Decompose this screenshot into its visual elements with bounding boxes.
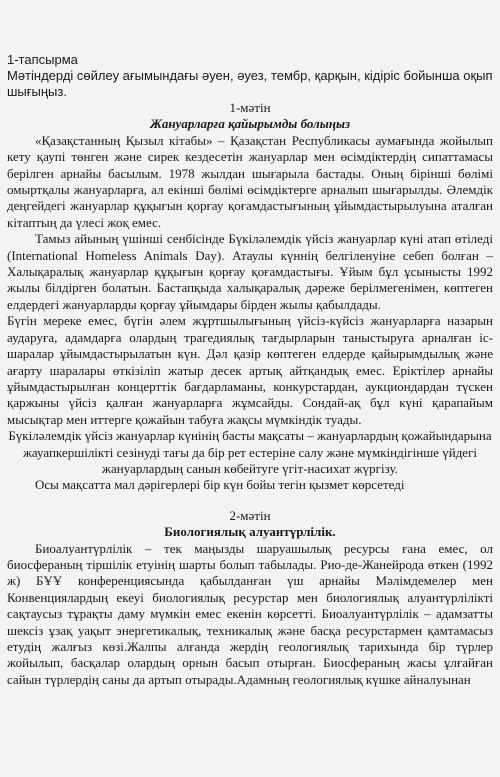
text2-title: Биологиялық алуантүрлілік. <box>164 524 336 540</box>
text1-paragraph-4: Бүкіләлемдік үйсіз жануарлар күнінің басты мақсаты – жануарлардың қожайындарына жауапкершілікті сезінуді тағы да бір рет естеріне салу және мүмкіндігінше үйдегі жануарлардың санын көбейтуге үгіт-насихат жүргізу. <box>8 428 492 476</box>
text1-number: 1-мәтін <box>229 100 271 115</box>
text1-paragraph-3: Бүгін мереке емес, бүгін әлем жұртшылығының үйсіз-күйсіз жануарларға назарын аударуға, адамдарға олардың трагедиялық тағдырларын таныстыруға арналған іс-шаралар ұйымдастырылатын күн. Дәл қазір көптеген елдерде қайырымдылық және ағарту шаралары өткізіліп жатыр десек артық айтқандық емес. Еріктілер арнайы ұйымдастырылған концерттік бағдарламаны, конкурстардан, аукциондардан түскен қаржыны үйсіз қалған жануарларға жұмсайды. Сондай-ақ бұл күні қарапайым мысықтар мен иттерге қожайын табуға жақсы мүмкіндік туады. <box>7 313 493 427</box>
top-blank <box>7 6 493 52</box>
text2-number: 2-мәтін <box>229 507 271 523</box>
text1-paragraph-5: Осы мақсатта мал дәрігерлері бір күн бойы тегін қызмет көрсетеді <box>35 477 405 493</box>
section-spacer <box>7 494 493 508</box>
text1-title: Жануарларға қайырымды болыңыз <box>149 116 351 132</box>
text2-paragraph-1: Биоалуантүрлілік – тек маңызды шаруашылық ресурсы ғана емес, ол биосфераның тіршілік етуінің шарты болып табылады. Рио-де-Жанейрода өткен (1992 ж) БҰҰ конференциясында қабылданған үш арнайы Мәлімдемелер мен Конвенциялардың екеуі биологиялық ресурстар мен биологиялық алуантүрлілікті сақтаусыз тұрақты даму мүмкін емес екенін көрсетті. Биоалуантүрлілік – адамзатты шексіз ұзақ уақыт энергетикалық, техникалық және басқа ресурстармен қамтамасыз етудің жалғыз көзі.Жалпы алғанда жердің геологиялық тарихында бір түрлер жойылып, басқалар олардың орнын басып отырған. Биосфераның жасы ұлғайған сайын түрлердің саны да артып отырады.Адамның геологиялық күшке айналуынан <box>7 540 493 687</box>
task-title: 1-тапсырма <box>7 52 78 67</box>
text1-paragraph-1: «Қазақстанның Қызыл кітабы» – Қазақстан Республикасы аумағында жойылып кету қаупі төнген және сирек кездесетін жануарлар мен өсімдіктердің сипаттамасы берілген арнайы басылым. 1978 жылдан шығарыла бастады. Оның бірінші бөлімі омыртқалы жануарларға, ал екінші бөлімі өсімдіктерге арналып шығарылды. Әлемдік деңгейдегі жануарлар құқығын қорғау қоғамдастығының ұйымдастырылуына аталған кітаптың да үлесі жоқ емес. <box>7 132 493 230</box>
text1-paragraph-2: Тамыз айының үшінші сенбісінде Бүкіләлемдік үйсіз жануарлар күні атап өтіледі (International Homeless Animals Day). Атаулы күннің белгіленуіне себеп болған – Халықаралық жануарлар құқығын қорғау қоғамдастығы. Ұйым бұл ұсынысты 1992 жылы білдірген болатын. Бастапқыда халықаралық дәреже берілмегенімен, көптеген елдердегі жануарларды қорғау ұйымдары бірден жылы қабылдады. <box>7 231 493 312</box>
task-description: Мәтіндерді сөйлеу ағымындағы әуен, әуез, тембр, қарқын, кідіріс бойынша оқып шығыңыз. <box>7 68 493 99</box>
